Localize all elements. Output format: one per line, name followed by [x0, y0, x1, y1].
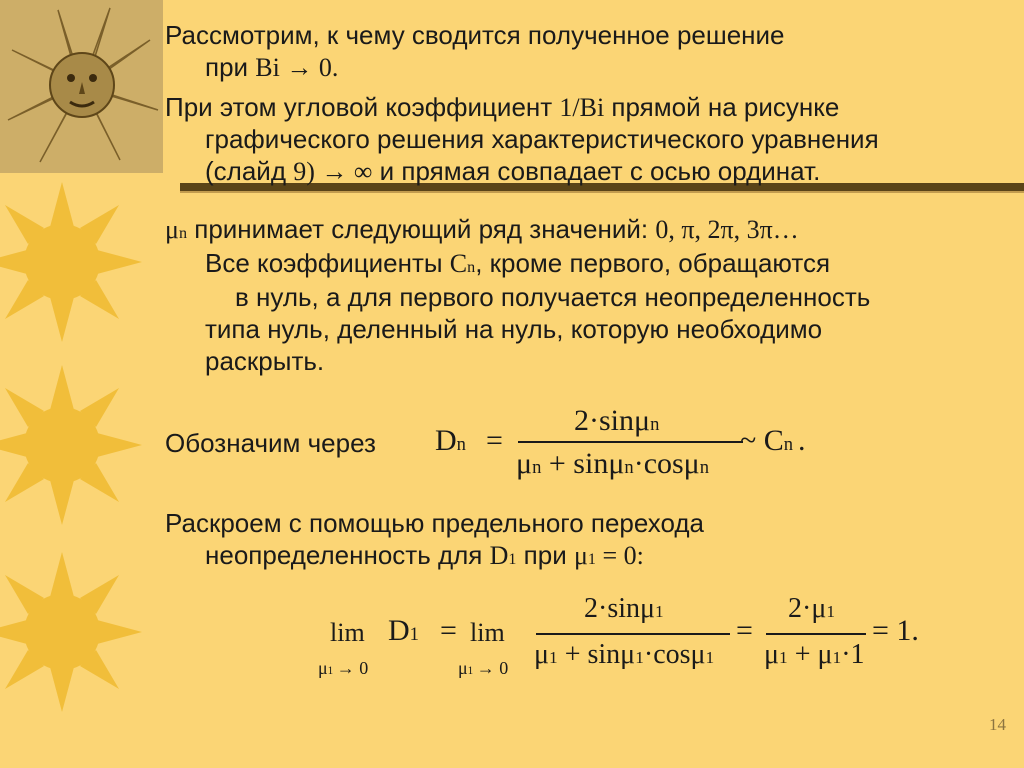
dn-lhs: Dn	[435, 424, 466, 457]
para1-line1: Рассмотрим, к чему сводится полученное решение	[165, 20, 785, 50]
para3-line3: в нуль, а для первого получается неопределенность	[235, 282, 871, 312]
para2-line3: (слайд 9) → ∞ и прямая совпадает с осью ординат.	[205, 156, 821, 186]
lim-1: lim	[330, 618, 365, 647]
dn-tilde-cn: ~ Cn .	[740, 424, 806, 457]
lim-2: lim	[470, 618, 505, 647]
frac-equals: =	[736, 614, 753, 647]
para2-line2: графического решения характеристического уравнения	[205, 124, 879, 154]
para4-label: Обозначим через	[165, 428, 376, 458]
para5-line2: неопределенность для D1 при μ1 = 0:	[205, 540, 644, 570]
para2-line1: При этом угловой коэффициент 1/Bi прямой на рисунке	[165, 92, 840, 122]
limit-result: = 1.	[872, 614, 919, 647]
dn-fraction-line	[518, 441, 743, 443]
frac2-denominator: μ1 + μ1·1	[764, 639, 865, 670]
dn-denominator: μn + sinμn·cosμn	[516, 447, 710, 480]
frac1-numerator: 2·sinμ1	[584, 593, 664, 624]
sun-icon	[0, 365, 142, 525]
para3-line1: μn принимает следующий ряд значений: 0, π, 2π, 3π…	[165, 214, 799, 244]
sun-icon	[0, 182, 142, 342]
para3-line4: типа нуль, деленный на нуль, которую необходимо	[205, 314, 823, 344]
para3-line2: Все коэффициенты Cn, кроме первого, обращаются	[205, 248, 831, 278]
lim-1-subscript: μ1 → 0	[318, 658, 369, 678]
sun-column	[0, 0, 170, 768]
page-number: 14	[989, 715, 1006, 734]
para5-line1: Раскроем с помощью предельного перехода	[165, 508, 704, 538]
d1-term: D1	[388, 614, 419, 647]
frac2-numerator: 2·μ1	[788, 593, 836, 624]
frac1-line	[536, 633, 730, 635]
dn-equals: =	[486, 424, 503, 457]
para1-line2: при Bi → 0.	[205, 52, 339, 82]
para3-line5: раскрыть.	[205, 346, 325, 376]
lim-2-subscript: μ1 → 0	[458, 658, 509, 678]
frac1-denominator: μ1 + sinμ1·cosμ1	[534, 639, 715, 670]
lim-equals-1: =	[440, 614, 457, 647]
dn-numerator: 2·sinμn	[574, 404, 660, 437]
frac2-line	[766, 633, 866, 635]
sun-icon	[0, 552, 142, 712]
